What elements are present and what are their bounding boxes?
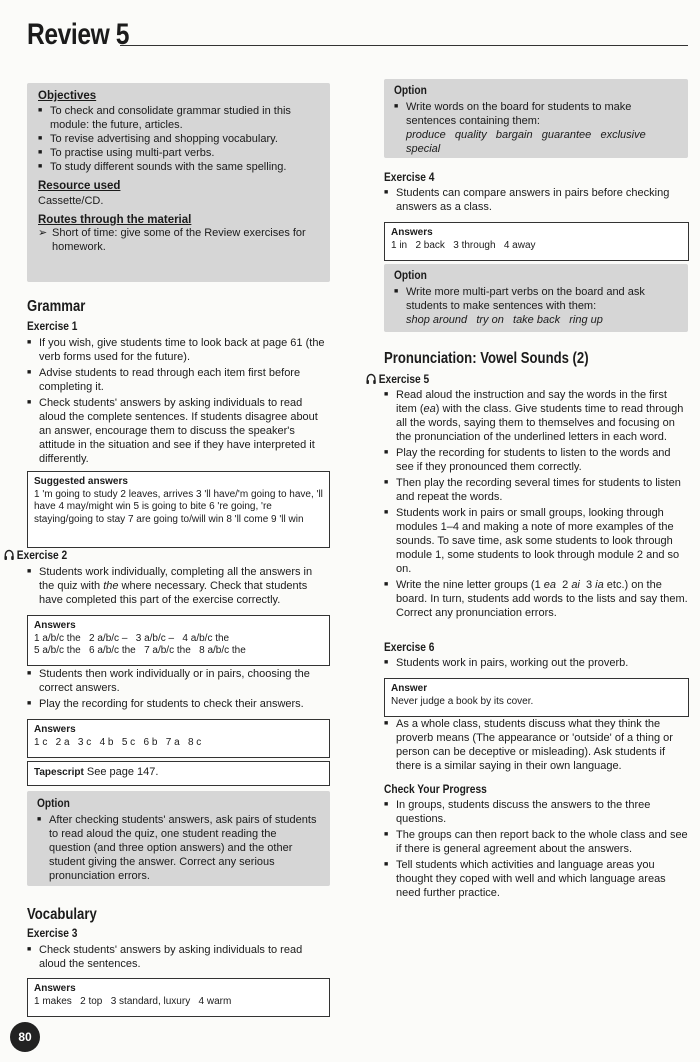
- page-number: 80: [10, 1022, 40, 1052]
- text-run: Read aloud the instruction and say the words in the first item (: [396, 389, 667, 415]
- exercise-6-list: [384, 656, 688, 670]
- option-box: [384, 79, 688, 158]
- exercise-4-heading: Exercise 4: [384, 170, 435, 184]
- exercise-6-list-2: [384, 717, 688, 773]
- suggested-answers-heading: Suggested answers: [34, 476, 128, 487]
- text-run-italic: ai: [571, 579, 580, 591]
- exercise-6-heading: Exercise 6: [384, 640, 435, 654]
- text-run-italic: the: [103, 580, 119, 592]
- text-run: 2: [556, 579, 572, 591]
- page-title: Review 5: [27, 18, 130, 51]
- list-item: ■ Play the recording for students to listen to the words and see if they pronounced them correctly.: [384, 446, 688, 474]
- headphones-icon: [366, 373, 376, 384]
- answers-box: [27, 719, 330, 758]
- answers-box: [27, 615, 330, 666]
- option-list: [394, 100, 679, 156]
- answers-line: 1 in 2 back 3 through 4 away: [391, 239, 536, 251]
- list-item: ■ Check students' answers by asking individuals to read aloud the complete sentences. If students disagree about an answer, encourage them to discuss the speaker's attitude in the situation and see if they have interpreted it differently.: [27, 396, 330, 466]
- list-item: ■ If you wish, give students time to look back at page 61 (the verb forms used for the future).: [27, 336, 330, 364]
- option-words: produce quality bargain guarantee exclusive special: [406, 129, 655, 155]
- answers-line: 1 makes 2 top 3 standard, luxury 4 warm: [34, 995, 232, 1007]
- suggested-answers-box: [27, 471, 330, 548]
- text-run: Write the nine letter groups (1: [396, 579, 544, 591]
- list-item: ■ In groups, students discuss the answers to the three questions.: [384, 798, 688, 826]
- exercise-4-list: [384, 186, 688, 214]
- option-text: Write words on the board for students to make sentences containing them:: [406, 101, 632, 127]
- headphones-icon: [4, 549, 14, 560]
- exercise-2-list: [27, 565, 330, 607]
- text-run: ) with the class. Give students time to read through all the words, saying them to themselves and focusing on the pronunciation of the underlined letters in each word.: [396, 403, 684, 443]
- check-progress-heading: Check Your Progress: [384, 782, 487, 796]
- grammar-heading: Grammar: [27, 298, 86, 315]
- option-text: Write more multi-part verbs on the board and ask students to make sentences with them:: [406, 286, 645, 312]
- exercise-3-list: [27, 943, 330, 971]
- list-item: [394, 285, 679, 327]
- objective-item: ■ To revise advertising and shopping vocabulary.: [38, 132, 321, 146]
- option-words: shop around try on take back ring up: [406, 314, 603, 326]
- exercise-2-label: Exercise 2: [16, 548, 68, 562]
- list-item: ■ The groups can then report back to the whole class and see if there is general agreement about the answers.: [384, 828, 688, 856]
- answers-line: 5 a/b/c the 6 a/b/c the 7 a/b/c the 8 a/b/c the: [34, 645, 246, 656]
- resource-heading: Resource used: [38, 180, 121, 192]
- tapescript-box: [27, 761, 330, 786]
- exercise-5-heading: [366, 372, 429, 386]
- answers-heading: Answers: [391, 227, 433, 238]
- text-run: 3: [579, 579, 596, 591]
- list-item: ■ Check students' answers by asking individuals to read aloud the sentences.: [27, 943, 330, 971]
- text-run-italic: ea: [543, 579, 557, 591]
- pronunciation-heading: Pronunciation: Vowel Sounds (2): [384, 350, 589, 367]
- tapescript-text: See page 147.: [86, 766, 159, 778]
- suggested-answers-text: 1 'm going to study 2 leaves, arrives 3 'll have/'m going to have, 'll have 4 may/might win 5 is going to bite 6 're going, 're staying/going to stay 7 are going to/will win 8 'll come 9 'll win: [34, 488, 323, 525]
- answers-line: 1 c 2 a 3 c 4 b 5 c 6 b 7 a 8 c: [34, 736, 202, 748]
- answer-text: Never judge a book by its cover.: [391, 695, 534, 707]
- list-item: [384, 388, 688, 444]
- objective-item: ■ To study different sounds with the same spelling.: [38, 160, 321, 174]
- answer-heading: Answer: [391, 683, 428, 694]
- resource-text: Cassette/CD.: [38, 195, 104, 207]
- exercise-1-list: [27, 336, 330, 466]
- routes-item: [38, 226, 321, 254]
- list-item: ■ Play the recording for students to check their answers.: [27, 697, 330, 711]
- option-heading: Option: [37, 796, 70, 810]
- answer-box: [384, 678, 689, 717]
- list-item: [27, 565, 330, 607]
- routes-heading: Routes through the material: [38, 214, 192, 226]
- list-item: ■ Tell students which activities and language areas you thought they coped with well and which language areas need further practice.: [384, 858, 688, 900]
- objective-item: ■ To check and consolidate grammar studied in this module: the future, articles.: [38, 104, 321, 132]
- exercise-5-label: Exercise 5: [378, 372, 430, 386]
- text-run: Students work individually, completing all the answers in the quiz with: [39, 566, 313, 592]
- check-progress-list: [384, 798, 688, 900]
- exercise-5-list: [384, 388, 688, 620]
- text-run-italic: ia: [595, 579, 604, 591]
- tapescript-heading: Tapescript: [34, 767, 84, 778]
- option-list: [394, 285, 679, 327]
- objectives-list: [38, 104, 321, 174]
- list-item: ■ Students work in pairs or small groups, looking through modules 1–4 and making a note of more examples of the sounds. To save time, ask some students to look through module 1, some students to look through module 2 and so on.: [384, 506, 688, 576]
- exercise-2-list-2: [27, 667, 330, 711]
- objective-item: ■ To practise using multi-part verbs.: [38, 146, 321, 160]
- option-heading: Option: [394, 268, 427, 282]
- objectives-heading: Objectives: [38, 90, 97, 102]
- text-run: where necessary. Check that students have completed this part of the exercise correctly.: [39, 580, 308, 606]
- list-item: [394, 100, 679, 156]
- option-list: [37, 813, 321, 883]
- text-run: etc.) on the board. In turn, students add words to the lists and say them. Correct any pronunciation errors.: [396, 579, 688, 619]
- title-rule: [120, 45, 688, 46]
- routes-text: Short of time: give some of the Review exercises for homework.: [52, 227, 306, 253]
- option-box: [384, 264, 688, 332]
- list-item: ■ As a whole class, students discuss what they think the proverb means (The appearance or 'outside' of a thing or person can be deceptive or misleading). Ask students if there is a similar saying in their own language.: [384, 717, 688, 773]
- exercise-1-heading: Exercise 1: [27, 319, 78, 333]
- exercise-3-heading: Exercise 3: [27, 926, 78, 940]
- answers-heading: Answers: [34, 983, 76, 994]
- option-heading: Option: [394, 83, 427, 97]
- answers-line: 1 a/b/c the 2 a/b/c – 3 a/b/c – 4 a/b/c the: [34, 632, 230, 644]
- answers-box: [384, 222, 689, 261]
- answers-box: [27, 978, 330, 1017]
- answers-heading: Answers: [34, 724, 76, 735]
- answers-heading: Answers: [34, 620, 76, 631]
- vocabulary-heading: Vocabulary: [27, 906, 97, 923]
- list-item: ■ Then play the recording several times for students to listen and repeat the words.: [384, 476, 688, 504]
- list-item: [384, 578, 688, 620]
- list-item: ■ Students can compare answers in pairs before checking answers as a class.: [384, 186, 688, 214]
- option-box: [27, 791, 330, 886]
- exercise-2-heading: [4, 548, 67, 562]
- arrow-icon: ➢: [38, 227, 48, 239]
- text-run-italic: ea: [423, 403, 436, 415]
- list-item: ■ Students then work individually or in pairs, choosing the correct answers.: [27, 667, 330, 695]
- objectives-box: [27, 83, 330, 282]
- list-item: ■ Students work in pairs, working out the proverb.: [384, 656, 688, 670]
- list-item: ■ After checking students' answers, ask pairs of students to read aloud the quiz, one student reading the question (and three option answers) and the other student giving the answer. Correct any serious pronunciation errors.: [37, 813, 321, 883]
- list-item: ■ Advise students to read through each item first before completing it.: [27, 366, 330, 394]
